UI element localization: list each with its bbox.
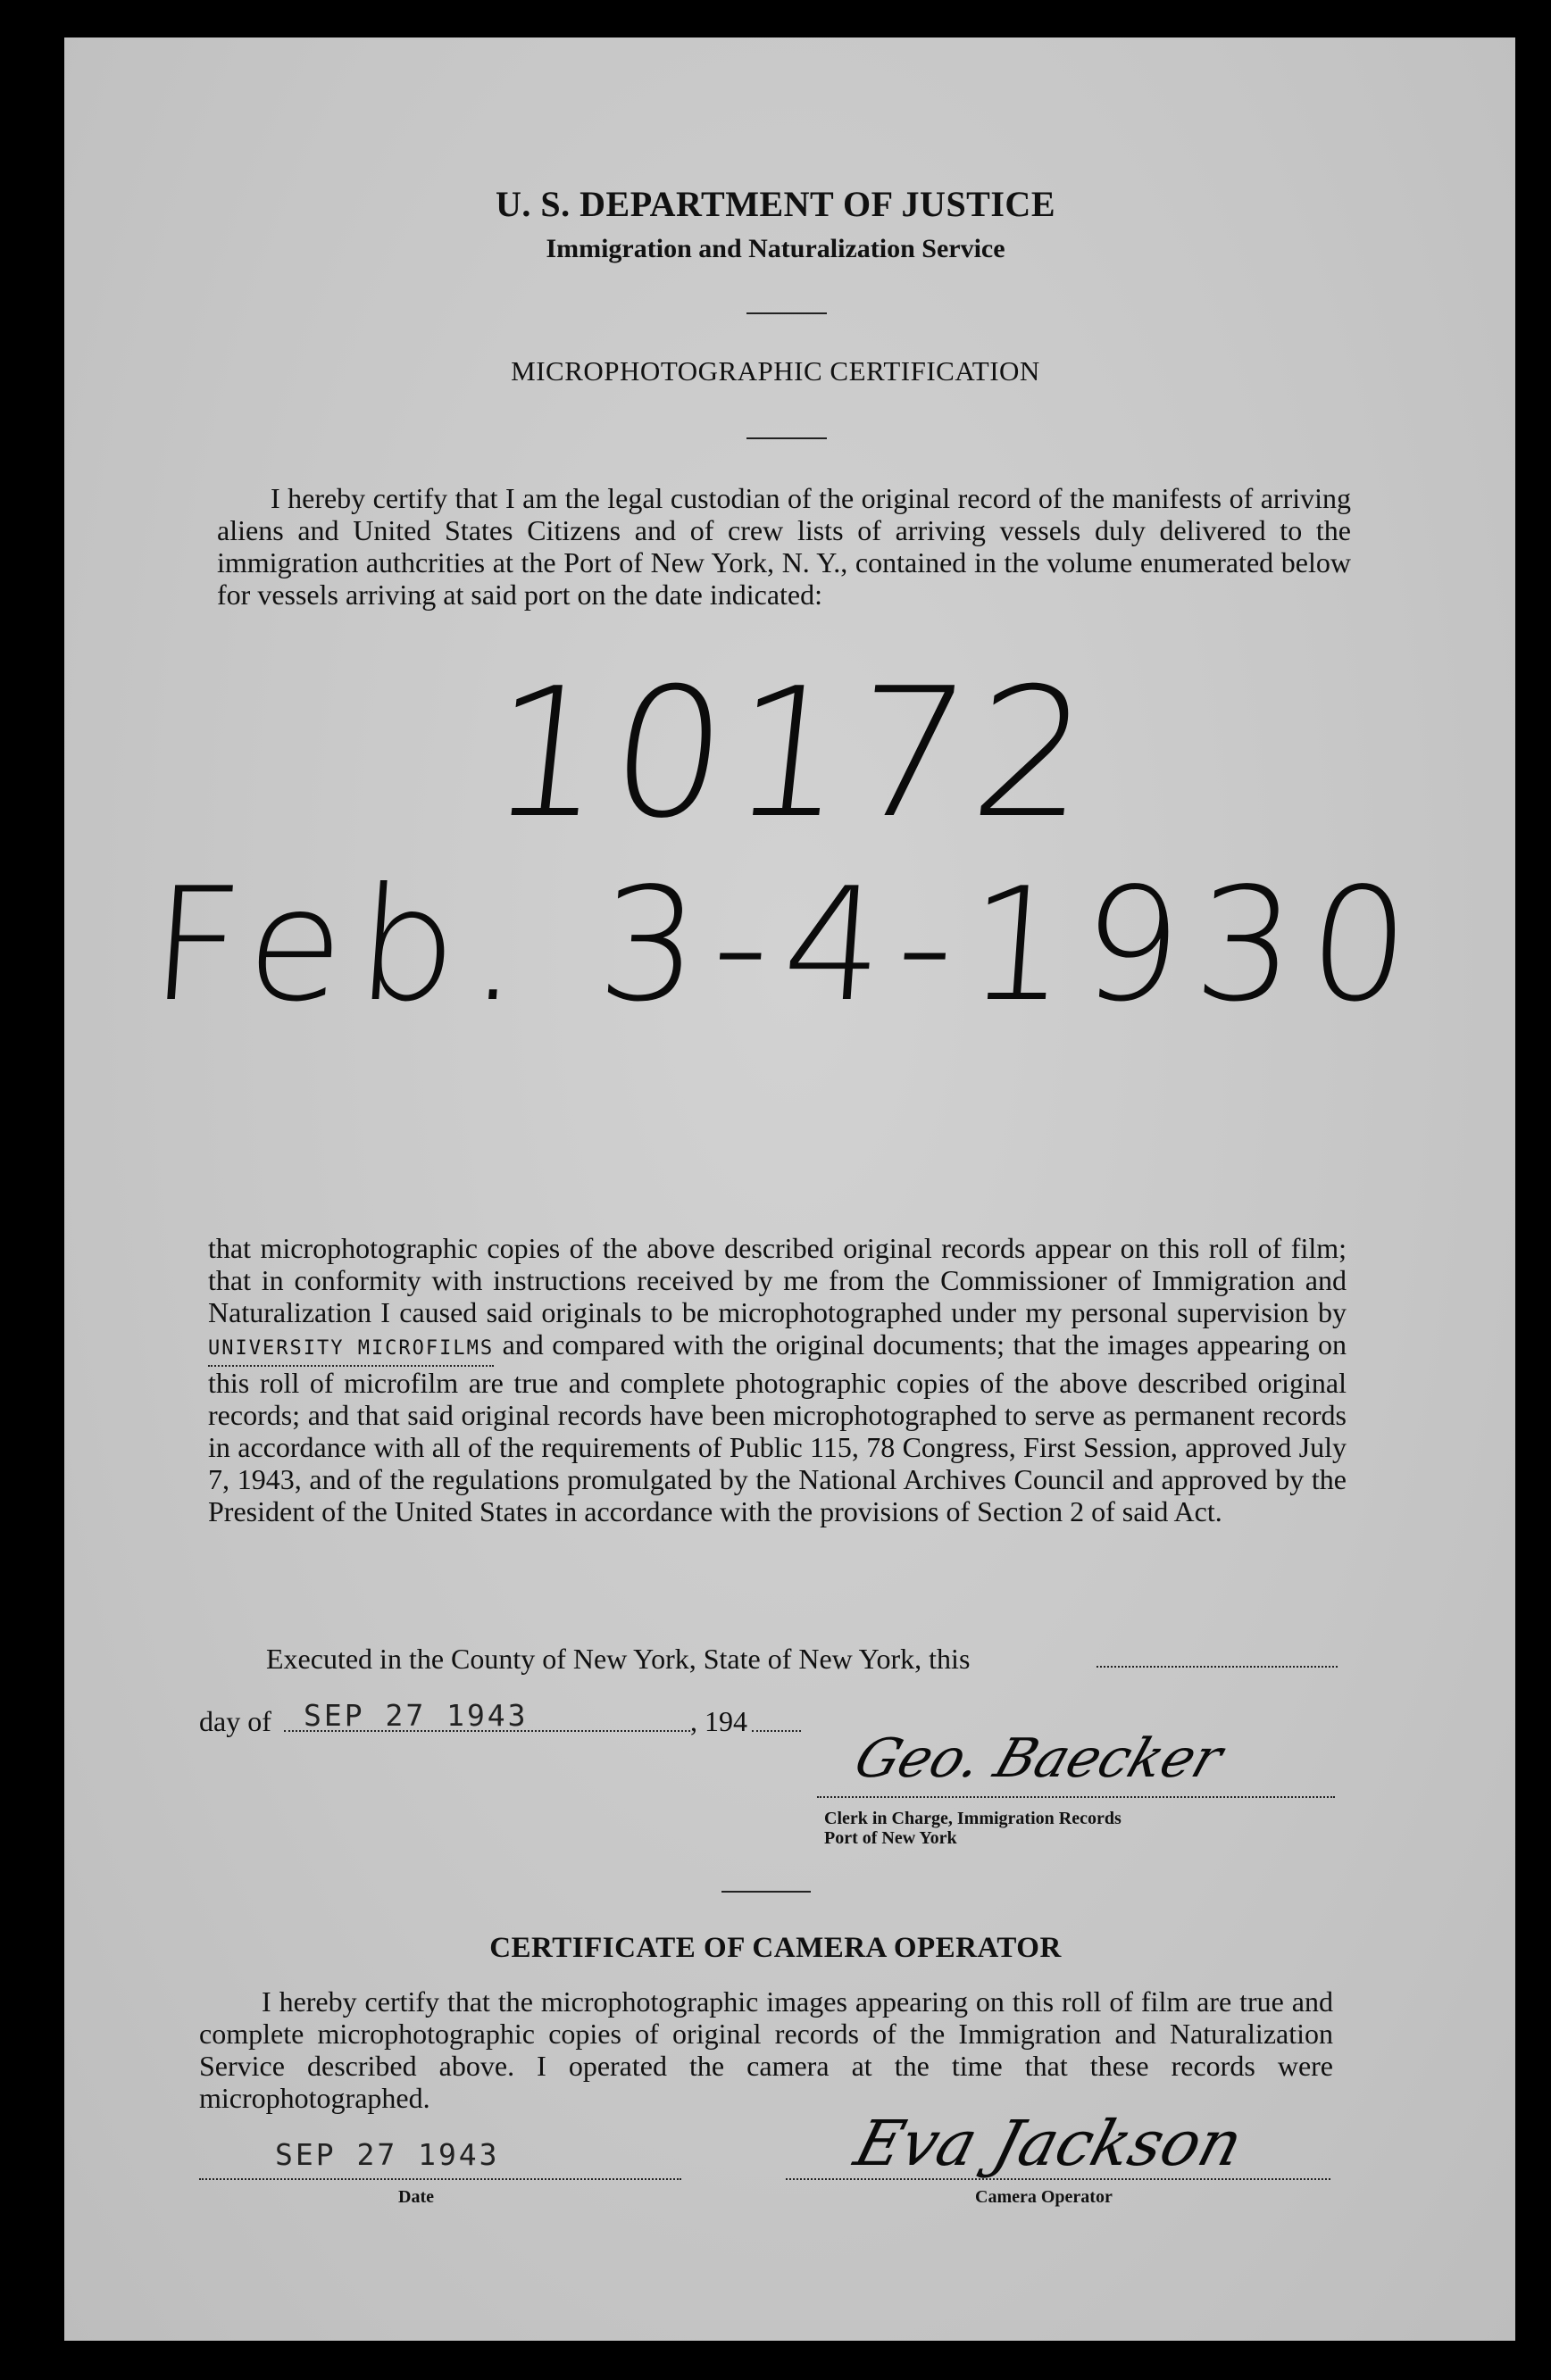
handwritten-volume-date: Feb. 3-4-1930	[145, 855, 1430, 1036]
divider	[746, 312, 827, 314]
executed-text: Executed in the County of New York, State of New York, this	[266, 1643, 971, 1675]
camera-certificate-text: I hereby certify that the microphotographic images appearing on this roll of film are true and complete microphotographic copies of original records of the Immigration and Naturalization Service described above. I operated the camera at the time that these records were microphotographed.	[199, 1985, 1333, 2114]
date-stamp: SEP 27 1943	[275, 2137, 500, 2172]
clerk-signature-line	[817, 1796, 1335, 1798]
service-subheading: Immigration and Naturalization Service	[546, 234, 1005, 263]
day-stamp: SEP 27 1943	[304, 1698, 529, 1733]
certification-body	[208, 1232, 1347, 1527]
clerk-title: Clerk in Charge, Immigration Records	[824, 1809, 1122, 1828]
divider	[746, 437, 827, 439]
agency-heading: U. S. DEPARTMENT OF JUSTICE	[496, 184, 1055, 224]
operator-label: Camera Operator	[975, 2187, 1113, 2207]
body-after-text: and compared with the original documents; that the images appearing on this roll of microfilm are true and complete photographic copies of the above described original records; and that said original records have been microphotographed to serve as permanent records in accordance with all of the requirements of Public 115, 78 Congress, First Session, approved July 7, 1943, and of the regulations promulgated by the National Archives Council and approved by the President of the United States in accordance with the provisions of Section 2 of said Act.	[208, 1328, 1347, 1527]
clerk-office: Port of New York	[824, 1828, 957, 1848]
year-line	[752, 1730, 801, 1732]
body-before-text: that microphotographic copies of the above described original records appear on this roll of film; that in conformity with instructions received by me from the Commissioner of Immigration and Naturalization I caused said originals to be microphotographed under my personal supervision by	[208, 1232, 1347, 1328]
operator-line	[786, 2178, 1330, 2180]
clerk-signature: Geo. Baecker	[846, 1727, 1230, 1790]
photographer-field: UNIVERSITY MICROFILMS	[208, 1333, 494, 1367]
date-line	[199, 2178, 681, 2180]
day-of-label: day of	[199, 1705, 271, 1737]
handwritten-volume-number: 10172	[479, 650, 1106, 858]
divider	[721, 1891, 811, 1893]
year-label: , 194	[690, 1705, 747, 1737]
form-title: MICROPHOTOGRAPHIC CERTIFICATION	[511, 355, 1040, 387]
date-label: Date	[398, 2187, 434, 2207]
executed-day-line	[1097, 1666, 1338, 1668]
camera-certificate-title: CERTIFICATE OF CAMERA OPERATOR	[489, 1932, 1062, 1964]
certification-intro: I hereby certify that I am the legal custodian of the original record of the manifests of arriving aliens and United States Citizens and of crew lists of arriving vessels duly delivered to the immigration authcrities at the Port of New York, N. Y., contained in the volume enumerated below for vessels arriving at said port on the date indicated:	[217, 482, 1351, 611]
operator-signature: Eva Jackson	[847, 2107, 1251, 2180]
